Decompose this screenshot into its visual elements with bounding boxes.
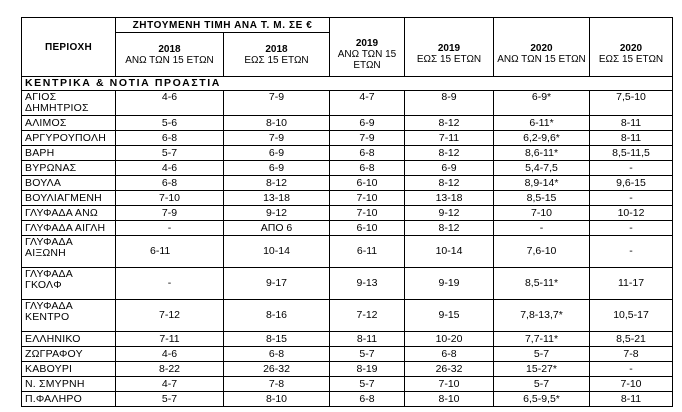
price-cell: 8-12 [405, 146, 494, 161]
table-row [22, 300, 673, 332]
column-header: 2018 ΕΩΣ 15 ΕΤΩΝ [224, 33, 330, 77]
price-cell: 8-12 [405, 176, 494, 191]
price-cell: 4-6 [116, 91, 224, 116]
price-cell: 7,7-11* [494, 332, 590, 347]
header-blank-2020a [494, 18, 590, 33]
price-cell: 4-6 [116, 347, 224, 362]
price-cell: 8,5-15 [494, 191, 590, 206]
region-name: ΒΑΡΗ [22, 146, 116, 161]
price-cell: 7,6-10 [494, 236, 590, 268]
price-cell: 5-7 [330, 377, 405, 392]
price-cell: 8-16 [224, 300, 330, 332]
price-cell: 11-17 [590, 268, 673, 300]
price-cell: 10-14 [224, 236, 330, 268]
table-row [22, 221, 673, 236]
region-name: ΑΡΓΥΡΟΥΠΟΛΗ [22, 131, 116, 146]
price-cell: 6-10 [330, 176, 405, 191]
price-title: ΖΗΤΟΥΜΕΝΗ ΤΙΜΗ ΑΝΑ Τ. Μ. ΣΕ € [116, 18, 330, 33]
price-cell: 6-8 [116, 176, 224, 191]
price-cell: 5-6 [116, 116, 224, 131]
price-cell: 5-7 [116, 392, 224, 407]
price-cell: - [590, 236, 673, 268]
price-cell: 8-12 [405, 116, 494, 131]
region-header: ΠΕΡΙΟΧΗ [22, 18, 116, 77]
price-cell: 7-10 [590, 377, 673, 392]
price-cell: 10,5-17 [590, 300, 673, 332]
price-cell: 7-10 [330, 191, 405, 206]
column-header: 2019 ΕΩΣ 15 ΕΤΩΝ [405, 33, 494, 77]
price-cell: 7-12 [330, 300, 405, 332]
table-row [22, 161, 673, 176]
header-blank-2020b [590, 18, 673, 33]
price-cell: 8-11 [590, 116, 673, 131]
price-cell: 7,5-10 [590, 91, 673, 116]
price-cell: 5-7 [116, 146, 224, 161]
price-cell: 6-8 [330, 161, 405, 176]
price-cell: - [590, 191, 673, 206]
price-cell: 6,5-9,5* [494, 392, 590, 407]
table-row [22, 392, 673, 407]
region-name: ΓΛΥΦΑΔΑ ΑΝΩ [22, 206, 116, 221]
price-cell: 7-9 [116, 206, 224, 221]
price-cell: 6-9* [494, 91, 590, 116]
price-cell: 6-8 [224, 347, 330, 362]
region-name: ΒΟΥΛΙΑΓΜΕΝΗ [22, 191, 116, 206]
price-cell: 7-12 [116, 300, 224, 332]
price-cell: 8-10 [405, 392, 494, 407]
price-cell: 8-11 [590, 392, 673, 407]
price-cell: 10-20 [405, 332, 494, 347]
price-cell: 9-15 [405, 300, 494, 332]
table-row [22, 146, 673, 161]
price-cell: 5-7 [494, 377, 590, 392]
price-table [21, 17, 673, 407]
region-name: ΓΛΥΦΑΔΑ ΑΙΞΩΝΗ [22, 236, 116, 268]
price-cell: 7-11 [116, 332, 224, 347]
price-cell: 7-11 [405, 131, 494, 146]
price-cell: - [116, 221, 224, 236]
price-cell: 6-8 [330, 146, 405, 161]
price-cell: 8,9-14* [494, 176, 590, 191]
table-row [22, 131, 673, 146]
region-name: ΚΑΒΟΥΡΙ [22, 362, 116, 377]
price-cell: 4-6 [116, 161, 224, 176]
table-row [22, 206, 673, 221]
price-cell: 7-10 [330, 206, 405, 221]
region-name: Ν. ΣΜΥΡΝΗ [22, 377, 116, 392]
price-cell: 26-32 [224, 362, 330, 377]
price-cell: 6-11 [116, 236, 224, 268]
header-blank-2019a [330, 18, 405, 33]
price-cell: 26-32 [405, 362, 494, 377]
price-cell: 6-8 [330, 392, 405, 407]
price-cell: 9,6-15 [590, 176, 673, 191]
price-cell: 9-12 [405, 206, 494, 221]
price-cell: 7-10 [405, 377, 494, 392]
price-cell: 13-18 [224, 191, 330, 206]
price-cell: 7-9 [224, 91, 330, 116]
price-cell: 15-27* [494, 362, 590, 377]
price-cell: 8,5-21 [590, 332, 673, 347]
price-cell: 8-12 [224, 176, 330, 191]
price-cell: - [590, 221, 673, 236]
price-cell: 8,5-11* [494, 268, 590, 300]
price-cell: 6,2-9,6* [494, 131, 590, 146]
table-row [22, 347, 673, 362]
price-cell: - [116, 268, 224, 300]
table-row [22, 176, 673, 191]
column-header: 2020 ΑΝΩ ΤΩΝ 15 ΕΤΩΝ [494, 33, 590, 77]
price-cell: 7-9 [330, 131, 405, 146]
table-row [22, 377, 673, 392]
price-cell: 8-10 [224, 392, 330, 407]
region-name: ΓΛΥΦΑΔΑ ΚΕΝΤΡΟ [22, 300, 116, 332]
price-cell: 6-11* [494, 116, 590, 131]
price-cell: 9-12 [224, 206, 330, 221]
table-row [22, 268, 673, 300]
price-cell: 6-10 [330, 221, 405, 236]
price-cell: - [494, 221, 590, 236]
column-header: 2020 ΕΩΣ 15 ΕΤΩΝ [590, 33, 673, 77]
header-blank-2019b [405, 18, 494, 33]
table-row [22, 332, 673, 347]
region-name: Π.ΦΑΛΗΡΟ [22, 392, 116, 407]
price-cell: 9-13 [330, 268, 405, 300]
column-header: 2018 ΑΝΩ ΤΩΝ 15 ΕΤΩΝ [116, 33, 224, 77]
price-cell: 8-15 [224, 332, 330, 347]
price-cell: 9-17 [224, 268, 330, 300]
price-cell: 7-10 [494, 206, 590, 221]
price-cell: 8-12 [405, 221, 494, 236]
price-cell: 8-22 [116, 362, 224, 377]
region-name: ΖΩΓΡΑΦΟΥ [22, 347, 116, 362]
price-cell: 5-7 [494, 347, 590, 362]
price-cell: 6-8 [116, 131, 224, 146]
price-cell: 6-9 [224, 161, 330, 176]
table-body [22, 91, 673, 407]
price-cell: 5,4-7,5 [494, 161, 590, 176]
price-cell: 10-14 [405, 236, 494, 268]
price-cell: 4-7 [116, 377, 224, 392]
price-cell: 8-11 [590, 131, 673, 146]
table-row [22, 116, 673, 131]
price-cell: 8-11 [330, 332, 405, 347]
price-cell: 9-19 [405, 268, 494, 300]
price-cell: - [590, 161, 673, 176]
price-cell: 8,5-11,5 [590, 146, 673, 161]
price-cell: 7-10 [116, 191, 224, 206]
section-row [22, 77, 673, 91]
region-name: ΒΟΥΛΑ [22, 176, 116, 191]
header-row-sub [22, 33, 673, 77]
price-cell: 13-18 [405, 191, 494, 206]
table-row [22, 191, 673, 206]
region-name: ΑΓΙΟΣ ΔΗΜΗΤΡΙΟΣ [22, 91, 116, 116]
price-cell: ΑΠΟ 6 [224, 221, 330, 236]
price-cell: 7-8 [224, 377, 330, 392]
price-cell: 7,8-13,7* [494, 300, 590, 332]
header-row-top [22, 18, 673, 33]
price-cell: 7-8 [590, 347, 673, 362]
price-cell: 4-7 [330, 91, 405, 116]
region-name: ΓΛΥΦΑΔΑ ΑΙΓΛΗ [22, 221, 116, 236]
region-name: ΒΥΡΩΝΑΣ [22, 161, 116, 176]
price-cell: 6-9 [330, 116, 405, 131]
column-header: 2019 ΑΝΩ ΤΩΝ 15 ΕΤΩΝ [330, 33, 405, 77]
table-row [22, 91, 673, 116]
price-cell: 8-9 [405, 91, 494, 116]
price-cell: 6-8 [405, 347, 494, 362]
price-cell: 6-9 [224, 146, 330, 161]
price-cell: 8,6-11* [494, 146, 590, 161]
price-cell: 6-11 [330, 236, 405, 268]
price-cell: 8-10 [224, 116, 330, 131]
region-name: ΕΛΛΗΝΙΚΟ [22, 332, 116, 347]
table-row [22, 362, 673, 377]
price-cell: 5-7 [330, 347, 405, 362]
table-row [22, 236, 673, 268]
region-name: ΓΛΥΦΑΔΑ ΓΚΟΛΦ [22, 268, 116, 300]
region-name: ΑΛΙΜΟΣ [22, 116, 116, 131]
price-cell: 7-9 [224, 131, 330, 146]
price-cell: 10-12 [590, 206, 673, 221]
price-cell: 8-19 [330, 362, 405, 377]
price-cell: 6-9 [405, 161, 494, 176]
section-title: ΚΕΝΤΡΙΚΑ & ΝΟΤΙΑ ΠΡΟΑΣΤΙΑ [22, 77, 673, 91]
price-cell: - [590, 362, 673, 377]
